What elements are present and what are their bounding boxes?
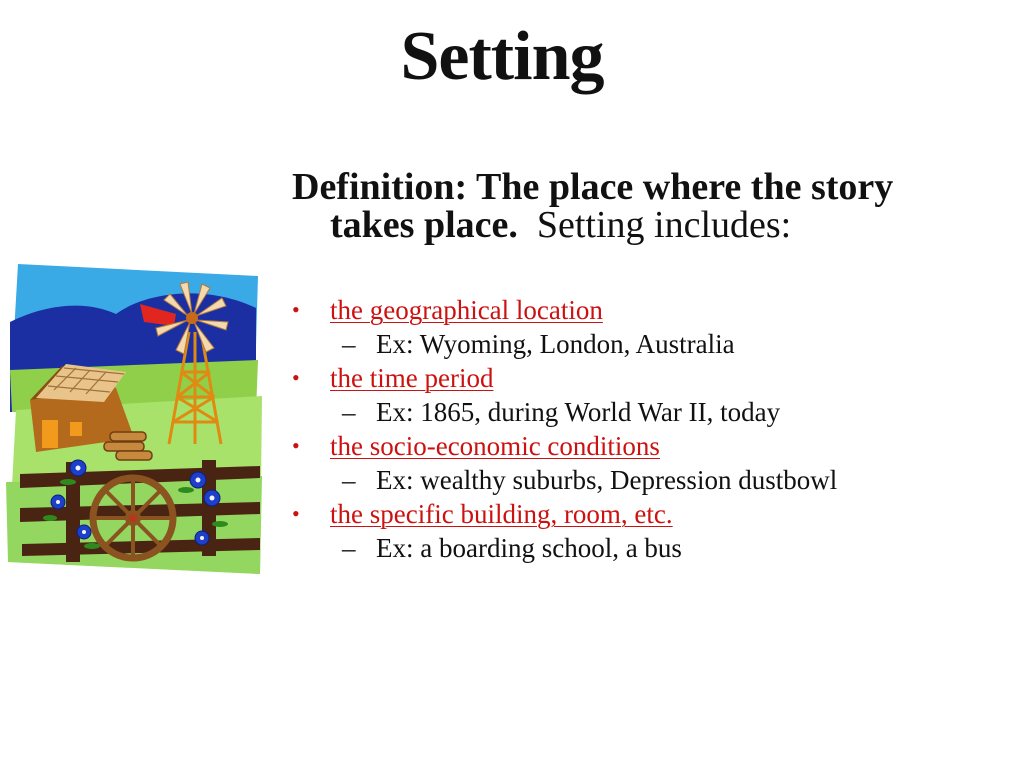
bullet-item <box>292 497 992 531</box>
definition-bold-phrase: takes place. <box>330 204 518 246</box>
bullet-example <box>292 327 992 361</box>
dash: – <box>342 329 356 359</box>
bullet-dot: • <box>292 365 300 390</box>
bullet-example <box>292 463 992 497</box>
bullet-dot: • <box>292 297 300 322</box>
bullet-dot: • <box>292 433 300 458</box>
bullet-example-text: Ex: a boarding school, a bus <box>376 533 682 563</box>
definition-normal-phrase: Setting includes: <box>536 204 792 246</box>
definition-line-2 <box>292 206 982 244</box>
dash: – <box>342 397 356 427</box>
dash: – <box>342 533 356 563</box>
bullet-item <box>292 429 992 463</box>
bullet-example-text: Ex: Wyoming, London, Australia <box>376 329 735 359</box>
bullet-label-geographical-location[interactable]: the geographical location <box>330 295 603 325</box>
definition-line-1: Definition: The place where the story <box>292 166 894 208</box>
bullet-example-text: Ex: 1865, during World War II, today <box>376 397 781 427</box>
farm-clipart-icon <box>6 262 268 577</box>
dash: – <box>342 465 356 495</box>
definition-block <box>292 168 982 244</box>
bullet-label-time-period[interactable]: the time period <box>330 363 494 393</box>
bullet-example <box>292 395 992 429</box>
bullet-item <box>292 361 992 395</box>
bullet-item <box>292 293 992 327</box>
bullet-example-text: Ex: wealthy suburbs, Depression dustbowl <box>376 465 838 495</box>
slide-title: Setting <box>400 18 604 95</box>
bullet-label-socio-economic[interactable]: the socio-economic conditions <box>330 431 660 461</box>
bullet-example <box>292 531 992 565</box>
bullet-dot: • <box>292 501 300 526</box>
bullet-list <box>292 293 992 565</box>
bullet-label-specific-building[interactable]: the specific building, room, etc. <box>330 499 673 529</box>
